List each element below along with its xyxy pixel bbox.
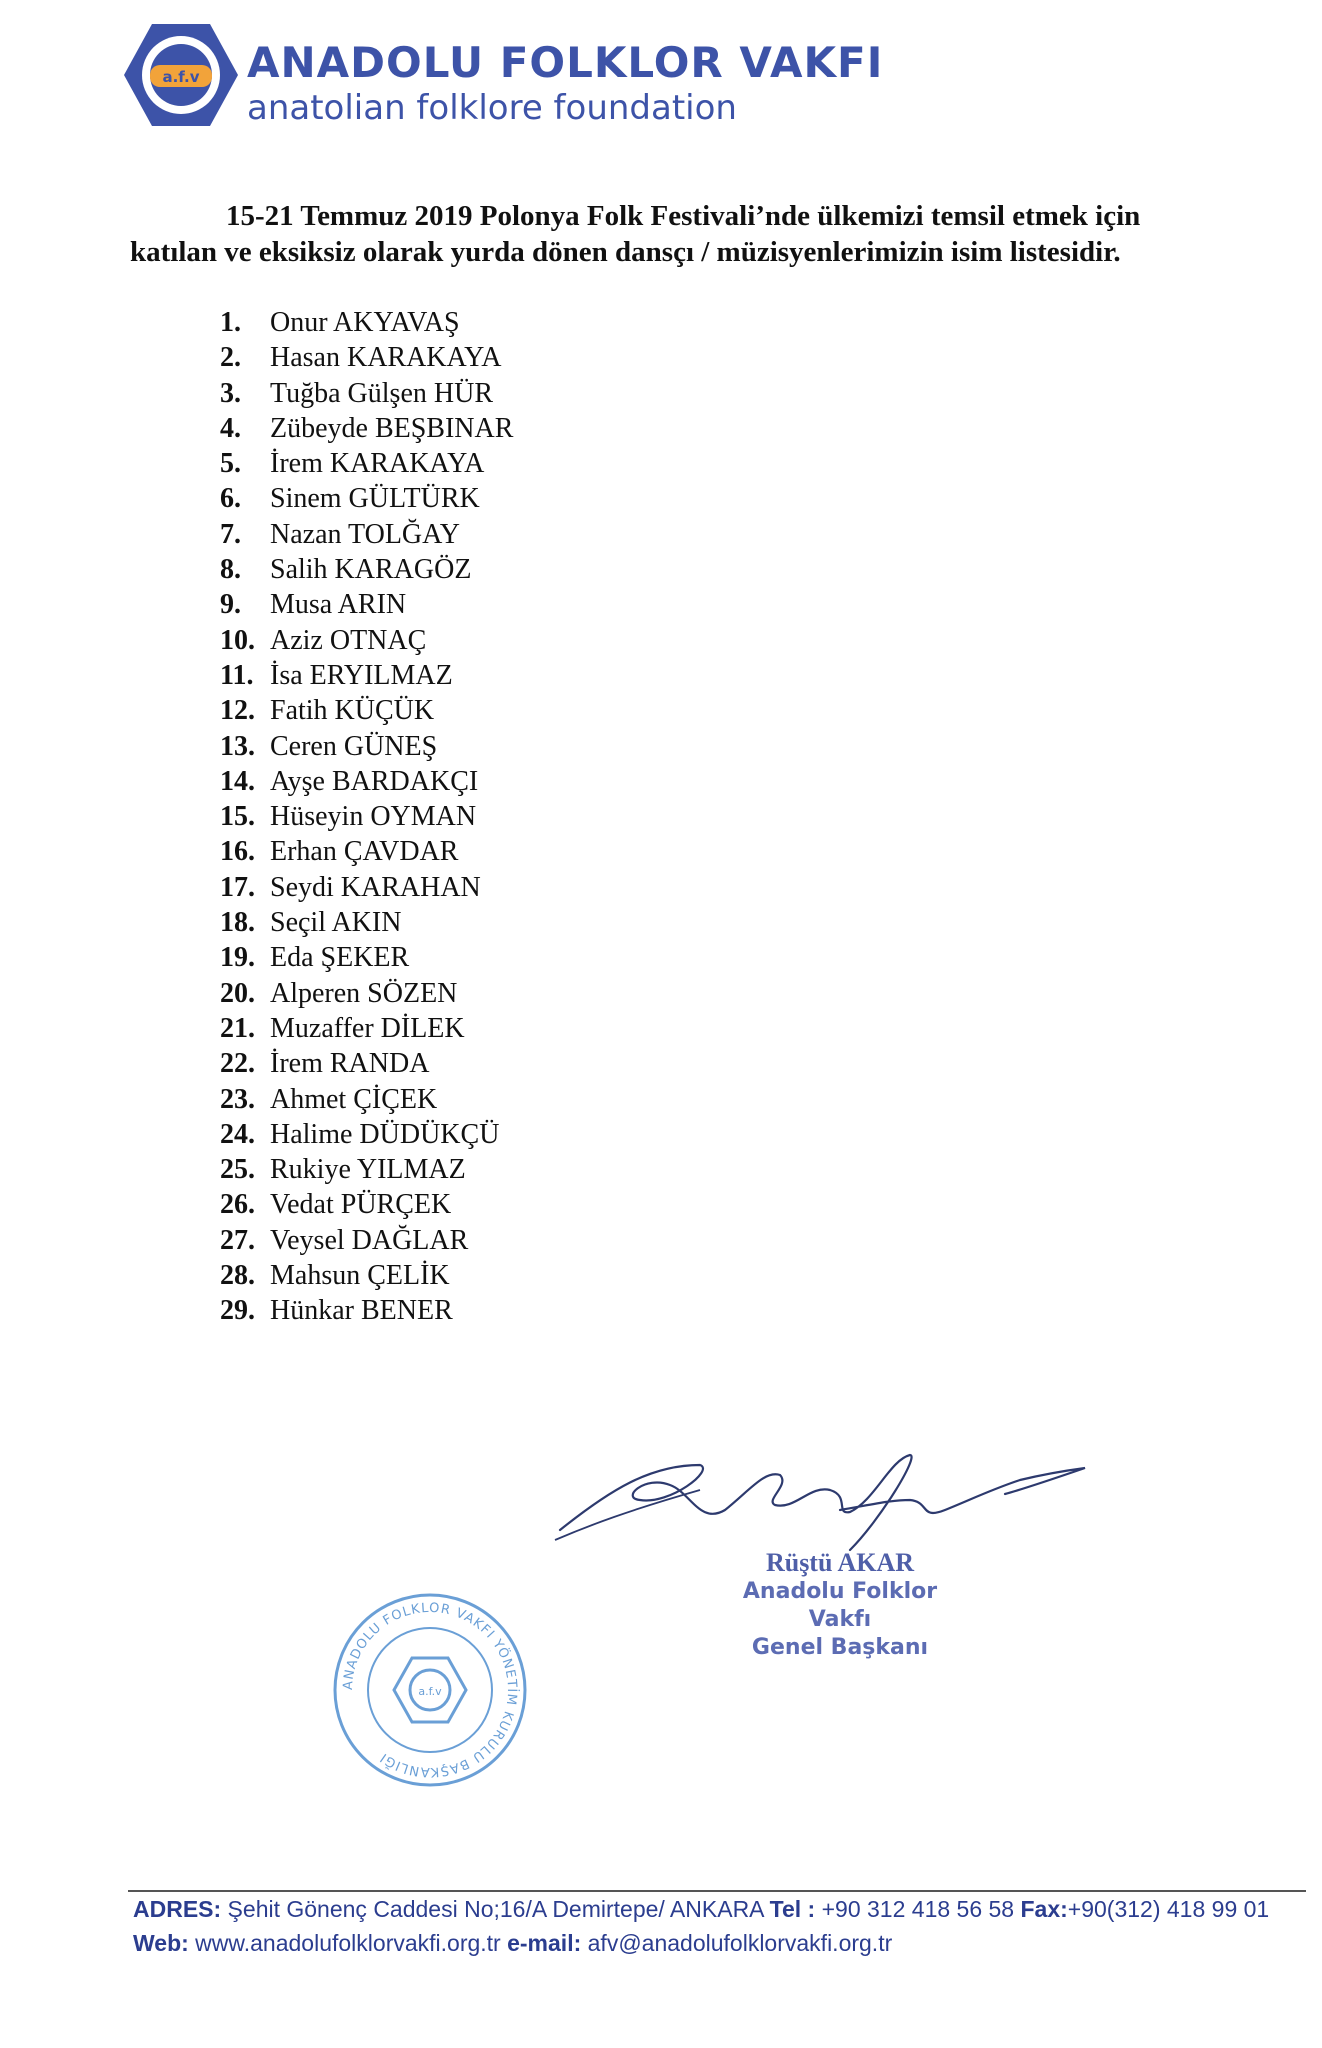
list-item-name: Salih KARAGÖZ (270, 554, 472, 586)
list-item-number: 9. (220, 589, 241, 621)
list-item (220, 658, 513, 693)
list-item-name: İrem KARAKAYA (270, 448, 485, 480)
list-item-name: Hünkar BENER (270, 1295, 453, 1327)
list-item (220, 340, 513, 375)
list-item-number: 24. (220, 1118, 255, 1150)
list-item-name: Muzaffer DİLEK (270, 1012, 465, 1044)
list-item-number: 20. (220, 977, 255, 1009)
list-item-number: 6. (220, 483, 241, 515)
list-item-number: 28. (220, 1260, 255, 1292)
foundation-logo (122, 20, 884, 130)
list-item-name: Rukiye YILMAZ (270, 1154, 466, 1186)
list-item-number: 26. (220, 1189, 255, 1221)
list-item-number: 23. (220, 1083, 255, 1115)
org-name-tr: ANADOLU FOLKLOR VAKFI (247, 38, 884, 87)
list-item-name: Seydi KARAHAN (270, 871, 481, 903)
signatory-title: Genel Başkanı (751, 1635, 929, 1660)
list-item-number: 2. (220, 342, 241, 374)
participant-list (220, 305, 513, 1329)
list-item (220, 693, 513, 728)
list-item (220, 1187, 513, 1222)
list-item-name: Hüseyin OYMAN (270, 801, 477, 833)
signatory-name: Rüştü AKAR (765, 1548, 915, 1577)
list-item-number: 19. (220, 942, 255, 974)
list-item-number: 16. (220, 836, 255, 868)
list-item (220, 305, 513, 340)
list-item (220, 799, 513, 834)
fax-label: Fax: (1020, 1896, 1068, 1922)
list-item-name: Mahsun ÇELİK (270, 1260, 450, 1292)
fax-text: +90(312) 418 99 01 (1067, 1896, 1270, 1922)
list-item (220, 870, 513, 905)
intro-line-2: katılan ve eksiksiz olarak yurda dönen dansçı / müzisyenlerimizin isim listesidir. (130, 236, 1121, 268)
list-item-name: Erhan ÇAVDAR (270, 836, 459, 868)
list-item (220, 1117, 513, 1152)
list-item-number: 29. (220, 1295, 255, 1327)
list-item-number: 10. (220, 624, 255, 656)
list-item-number: 4. (220, 412, 241, 444)
list-item-number: 25. (220, 1154, 255, 1186)
footer-divider (128, 1890, 1306, 1892)
list-item-name: Sinem GÜLTÜRK (270, 483, 480, 515)
list-item (220, 481, 513, 516)
list-item-number: 8. (220, 554, 241, 586)
list-item (220, 376, 513, 411)
list-item (220, 1223, 513, 1258)
list-item-number: 12. (220, 695, 255, 727)
list-item-name: Ahmet ÇİÇEK (270, 1083, 438, 1115)
list-item-name: Tuğba Gülşen HÜR (270, 377, 493, 409)
list-item-name: İrem RANDA (270, 1048, 430, 1080)
list-item-name: Eda ŞEKER (270, 942, 410, 974)
list-item (220, 446, 513, 481)
list-item (220, 764, 513, 799)
list-item-number: 22. (220, 1048, 255, 1080)
list-item-number: 18. (220, 907, 255, 939)
tel-text: +90 312 418 56 58 (815, 1896, 1021, 1922)
list-item-number: 27. (220, 1224, 255, 1256)
list-item (220, 976, 513, 1011)
list-item-name: Ayşe BARDAKÇI (270, 765, 479, 797)
address-text: Şehit Gönenç Caddesi No;16/A Demirtepe/ ANKARA (221, 1896, 770, 1922)
list-item-name: Hasan KARAKAYA (270, 342, 502, 374)
list-item-number: 7. (220, 518, 241, 550)
list-item-name: Zübeyde BEŞBINAR (270, 412, 514, 444)
list-item-name: Onur AKYAVAŞ (270, 307, 460, 338)
list-item (220, 1011, 513, 1046)
email-link[interactable]: afv@anadolufolklorvakfi.org.tr (581, 1930, 893, 1956)
list-item (220, 1082, 513, 1117)
list-item-name: Musa ARIN (270, 589, 407, 621)
email-label: e-mail: (507, 1930, 582, 1956)
list-item (220, 623, 513, 658)
list-item-number: 21. (220, 1012, 255, 1044)
org-name-en: anatolian folklore foundation (247, 88, 737, 128)
list-item-number: 14. (220, 765, 255, 797)
list-item-name: Alperen SÖZEN (270, 977, 458, 1009)
list-item-number: 1. (220, 307, 241, 338)
list-item (220, 834, 513, 869)
web-label: Web: (133, 1930, 189, 1956)
list-item-number: 17. (220, 871, 255, 903)
list-item (220, 587, 513, 622)
list-item-name: Fatih KÜÇÜK (270, 695, 435, 727)
list-item (220, 517, 513, 552)
logo-badge-text: a.f.v (162, 68, 200, 86)
list-item-name: Ceren GÜNEŞ (270, 730, 438, 762)
official-stamp-icon (330, 1590, 530, 1790)
list-item (220, 905, 513, 940)
signature-block (710, 1548, 970, 1662)
list-item (220, 552, 513, 587)
list-item (220, 1258, 513, 1293)
list-item (220, 411, 513, 446)
list-item-name: Veysel DAĞLAR (270, 1224, 469, 1256)
intro-paragraph (130, 198, 1210, 270)
list-item-name: Vedat PÜRÇEK (270, 1189, 452, 1221)
list-item (220, 1152, 513, 1187)
list-item-name: Aziz OTNAÇ (270, 624, 427, 656)
stamp-inner-text: a.f.v (418, 1685, 442, 1698)
web-link[interactable]: www.anadolufolklorvakfi.org.tr (188, 1930, 508, 1956)
list-item (220, 1293, 513, 1328)
list-item-number: 3. (220, 377, 241, 409)
list-item-name: Seçil AKIN (270, 907, 402, 939)
intro-line-1: 15-21 Temmuz 2019 Polonya Folk Festivali’nde ülkemizi temsil etmek için (226, 200, 1141, 232)
list-item (220, 940, 513, 975)
afv-logo-icon (122, 20, 240, 130)
list-item-number: 15. (220, 801, 255, 833)
address-label: ADRES: (133, 1896, 222, 1922)
list-item-number: 13. (220, 730, 255, 762)
list-item-number: 5. (220, 448, 241, 480)
list-item-name: İsa ERYILMAZ (270, 659, 453, 691)
footer-address-line (133, 1896, 1269, 1923)
list-item (220, 729, 513, 764)
list-item-number: 11. (220, 659, 254, 691)
footer-web-line (133, 1930, 892, 1957)
list-item-name: Halime DÜDÜKÇÜ (270, 1118, 500, 1150)
list-item (220, 1046, 513, 1081)
tel-label: Tel : (769, 1896, 816, 1922)
stamp-ring-text: ANADOLU FOLKLOR VAKFI YÖNETİM KURULU BAŞKANLIĞI (340, 1600, 520, 1780)
signatory-org: Anadolu Folklor Vakfı (742, 1579, 938, 1632)
list-item-name: Nazan TOLĞAY (270, 518, 461, 550)
